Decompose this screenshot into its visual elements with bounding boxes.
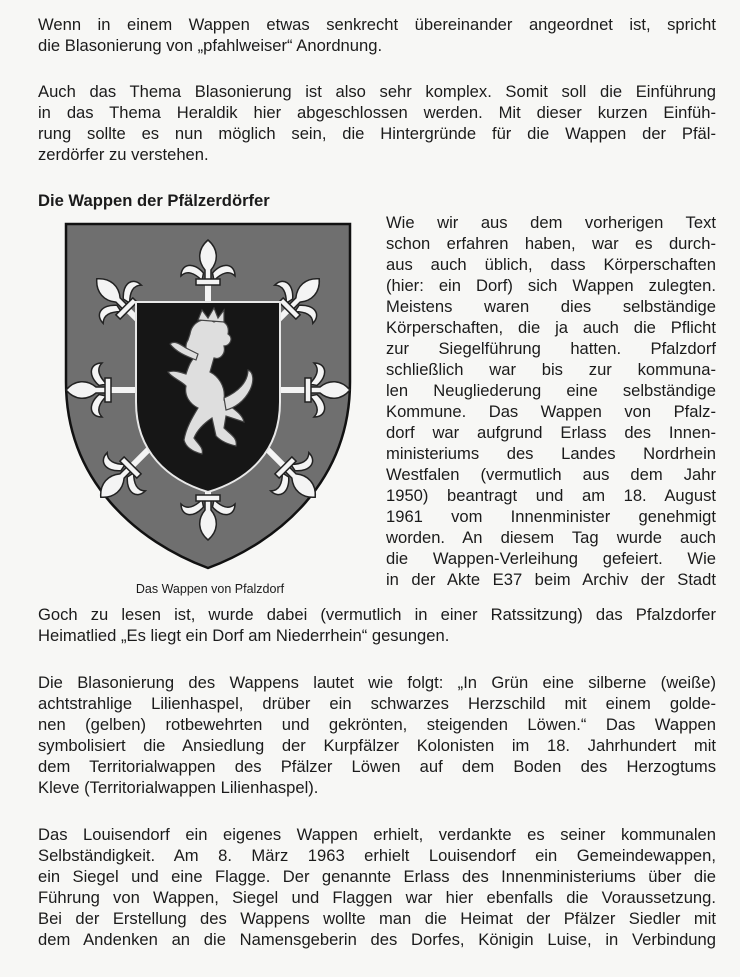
paragraph-heraldik xyxy=(38,81,716,165)
text-line: schließlich war bis zur kommuna- xyxy=(386,360,716,379)
text-line: zerdörfer zu verstehen. xyxy=(38,145,209,164)
section-heading: Die Wappen der Pfälzerdörfer xyxy=(38,191,270,210)
text-line: len Neugliederung eine selbständige xyxy=(386,381,716,400)
text-line: zur Siegelführung hatten. Pfalzdorf xyxy=(386,339,716,358)
text-line: ein Siegel und eine Flagge. Der genannte Erlass des Innenministeriums über die xyxy=(38,867,716,886)
text-line: worden. An diesem Tag wurde auch xyxy=(386,528,716,547)
blasonierung-paragraph xyxy=(38,672,716,798)
continuation-paragraph xyxy=(38,604,716,646)
text-line: in der Akte E37 beim Archiv der Stadt xyxy=(386,570,716,589)
text-line: Die Blasonierung des Wappens lautet wie folgt: „In Grün eine silberne (weiße) xyxy=(38,673,716,692)
text-line: Goch zu lesen ist, wurde dabei (vermutlich in einer Ratssitzung) das Pfalzdorfer xyxy=(38,605,716,624)
text-line: achtstrahlige Lilienhaspel, drüber ein schwarzes Herzschild mit einem golde- xyxy=(38,694,716,713)
text-line: dem Andenken an die Namensgeberin des Dorfes, Königin Luise, in Verbindung xyxy=(38,930,716,949)
text-line: dorf war aufgrund Erlass des Innen- xyxy=(386,423,716,442)
text-line: nen (gelben) rotbewehrten und gekrönten, steigenden Löwen.“ Das Wappen xyxy=(38,715,716,734)
text-line: Bei der Erstellung des Wappens wollte man die Heimat der Pfälzer Siedler mit xyxy=(38,909,716,928)
text-line: Wenn in einem Wappen etwas senkrecht übereinander angeordnet ist, spricht xyxy=(38,15,716,34)
text-line: die Wappen-Verleihung gefeiert. Wie xyxy=(386,549,716,568)
text-line: Westfalen (vermutlich aus dem Jahr xyxy=(386,465,716,484)
side-column-text xyxy=(386,212,716,590)
pfalzdorf-coat-of-arms xyxy=(58,222,358,572)
text-line: 1961 vom Innenminister genehmigt xyxy=(386,507,716,526)
text-line: Kleve (Territorialwappen Lilienhaspel). xyxy=(38,778,319,797)
text-line: in das Thema Heraldik hier abgeschlossen werden. Mit dieser kurzen Einfüh- xyxy=(38,103,716,122)
text-line: Selbständigkeit. Am 8. März 1963 erhielt Louisendorf ein Gemeindewappen, xyxy=(38,846,716,865)
text-line: Führung von Wappen, Siegel und Flaggen war hier ebenfalls die Voraussetzung. xyxy=(38,888,716,907)
text-line: Kommune. Das Wappen von Pfalz- xyxy=(386,402,716,421)
text-line: Meistens waren dies selbständige xyxy=(386,297,716,316)
text-line: Heimatlied „Es liegt ein Dorf am Niederrhein“ gesungen. xyxy=(38,626,450,645)
text-line: Auch das Thema Blasonierung ist also sehr komplex. Somit soll die Einführung xyxy=(38,82,716,101)
text-line: schon erfahren haben, war es durch- xyxy=(386,234,716,253)
intro-paragraph xyxy=(38,14,716,56)
text-line: dem Territorialwappen des Pfälzer Löwen auf dem Boden des Herzogtums xyxy=(38,757,716,776)
text-line: rung sollte es nun möglich sein, die Hintergründe für die Wappen der Pfäl- xyxy=(38,124,716,143)
text-line: ministeriums des Landes Nordrhein xyxy=(386,444,716,463)
text-line: (hier: ein Dorf) sich Wappen zulegten. xyxy=(386,276,716,295)
text-line: Das Louisendorf ein eigenes Wappen erhielt, verdankte es seiner kommunalen xyxy=(38,825,716,844)
text-line: die Blasonierung von „pfahlweiser“ Anordnung. xyxy=(38,36,383,55)
text-line: Wie wir aus dem vorherigen Text xyxy=(386,213,716,232)
text-line: symbolisiert die Ansiedlung der Kurpfälzer Kolonisten im 18. Jahrhundert mit xyxy=(38,736,716,755)
image-caption: Das Wappen von Pfalzdorf xyxy=(135,582,285,596)
text-line: 1950) beantragt und am 18. August xyxy=(386,486,716,505)
text-line: Körperschaften, die ja auch die Pflicht xyxy=(386,318,716,337)
text-line: aus auch üblich, dass Körperschaften xyxy=(386,255,716,274)
louisendorf-paragraph xyxy=(38,824,716,950)
